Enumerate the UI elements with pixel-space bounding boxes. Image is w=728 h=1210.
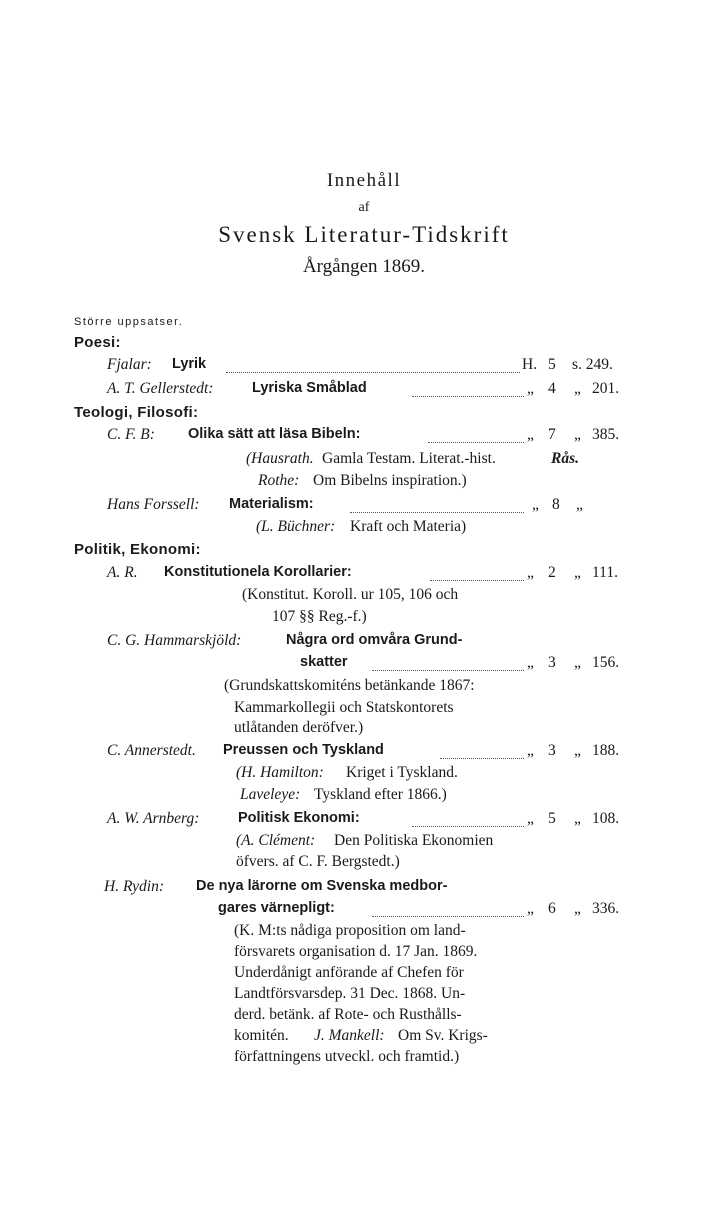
ditto-mark: „ [527,426,534,443]
reviewed-work: Kraft och Materia) [350,518,467,535]
reviewed-author: Laveleye: [240,786,301,803]
reviewed-note: Rås. [551,450,579,467]
entry-title: Preussen och Tyskland [223,742,384,758]
reviewed-work: Kammarkollegii och Statskontorets [234,699,454,716]
entry-page: 156. [592,654,620,671]
volume-year: Årgången 1869. [302,256,426,277]
reviewed-work: försvarets organisation d. 17 Jan. 1869. [234,943,478,960]
reviewed-work: (K. M:ts nådiga proposition om land- [234,922,466,939]
reviewed-author: (H. Hamilton: [236,764,324,781]
ditto-mark: „ [527,654,534,671]
leader-dots [428,442,524,443]
entry-page: 201. [592,380,620,397]
entry-title: De nya lärorne om Svenska medbor- [196,878,448,894]
ditto-mark: „ [576,496,583,513]
leader-dots [372,916,524,917]
section-politik: Politik, Ekonomi: [74,541,201,558]
entry-page: 111. [592,564,618,581]
entry-title: Lyrik [172,356,207,372]
reviewed-author: Rothe: [258,472,300,489]
reviewed-work: Underdånigt anförande af Chefen för [234,964,464,981]
ditto-mark: „ [532,496,539,513]
ditto-mark: „ [574,900,581,917]
entry-title: Lyriska Småblad [252,380,367,396]
reviewed-work: (Konstitut. Koroll. ur 105, 106 och [242,586,459,603]
entry-number: 3 [548,654,556,671]
reviewed-work: Landtförsvarsdep. 31 Dec. 1868. Un- [234,985,466,1002]
entry-page: 385. [592,426,620,443]
entry-number: 2 [548,564,556,581]
reviewed-author: J. Mankell: [314,1027,385,1044]
section-poesi: Poesi: [74,334,121,351]
reviewed-work: Den Politiska Ekonomien [334,832,494,849]
entry-number: 3 [548,742,556,759]
reviewed-author: (A. Clément: [236,832,316,849]
entry-author: C. Annerstedt. [107,742,196,759]
leader-dots [440,758,524,759]
reviewed-work: Om Sv. Krigs- [398,1027,488,1044]
entry-author: Fjalar: [107,356,152,373]
reviewed-work: författningens utveckl. och framtid.) [234,1048,460,1065]
ditto-mark: „ [527,810,534,827]
ditto-mark: „ [527,900,534,917]
entry-title: Olika sätt att läsa Bibeln: [188,426,361,442]
entry-title-cont: gares värnepligt: [218,900,335,916]
entry-page: 108. [592,810,620,827]
reviewed-work: komitén. [234,1027,289,1044]
leader-dots [350,512,524,513]
entry-number: 8 [552,496,560,513]
entry-number: 5 [548,810,556,827]
reviewed-work: 107 §§ Reg.-f.) [272,608,367,625]
entry-author: A. R. [107,564,138,581]
entry-title-cont: skatter [300,654,348,670]
entry-title: Några ord omvåra Grund- [286,632,463,648]
entry-author: A. W. Arnberg: [107,810,200,827]
ditto-mark: „ [527,742,534,759]
ditto-mark: „ [574,654,581,671]
reviewed-author: (Hausrath. [246,450,314,467]
entry-author: H. Rydin: [104,878,164,895]
reviewed-work: Gamla Testam. Literat.-hist. [322,450,496,467]
reviewed-work: öfvers. af C. F. Bergstedt.) [236,853,400,870]
title-connector: af [358,200,370,215]
entry-author: Hans Forssell: [107,496,200,513]
leader-dots [372,670,524,671]
reviewed-work: Tyskland efter 1866.) [314,786,447,803]
leader-dots [412,396,524,397]
reviewed-work: derd. betänk. af Rote- och Rusthålls- [234,1006,462,1023]
ditto-mark: „ [527,564,534,581]
reviewed-work: (Grundskattskomiténs betänkande 1867: [224,677,475,694]
entry-author: C. F. B: [107,426,155,443]
entry-reviewer: H. [522,356,538,373]
ditto-mark: „ [574,380,581,397]
entry-number: 4 [548,380,556,397]
entry-page: 336. [592,900,620,917]
reviewed-work: Om Bibelns inspiration.) [313,472,467,489]
ditto-mark: „ [574,426,581,443]
entry-number: 5 [548,356,556,373]
entry-number: 7 [548,426,556,443]
leader-dots [412,826,524,827]
reviewed-author: (L. Büchner: [256,518,336,535]
page-title: Innehåll [326,170,402,191]
entry-number: 6 [548,900,556,917]
ditto-mark: „ [574,564,581,581]
entry-title: Materialism: [229,496,314,512]
subheading: Större uppsatser. [74,316,184,328]
journal-title: Svensk Literatur-Tidskrift [218,222,510,247]
entry-page: 188. [592,742,620,759]
reviewed-work: utlåtanden deröfver.) [234,719,364,736]
entry-author: C. G. Hammarskjöld: [107,632,242,649]
entry-author: A. T. Gellerstedt: [107,380,214,397]
leader-dots [226,372,520,373]
entry-title: Politisk Ekonomi: [238,810,360,826]
ditto-mark: „ [574,810,581,827]
leader-dots [430,580,524,581]
ditto-mark: „ [527,380,534,397]
section-teologi: Teologi, Filosofi: [74,404,199,421]
entry-title: Konstitutionela Korollarier: [164,564,352,580]
reviewed-work: Kriget i Tyskland. [346,764,458,781]
ditto-mark: „ [574,742,581,759]
entry-page: s. 249. [572,356,613,373]
